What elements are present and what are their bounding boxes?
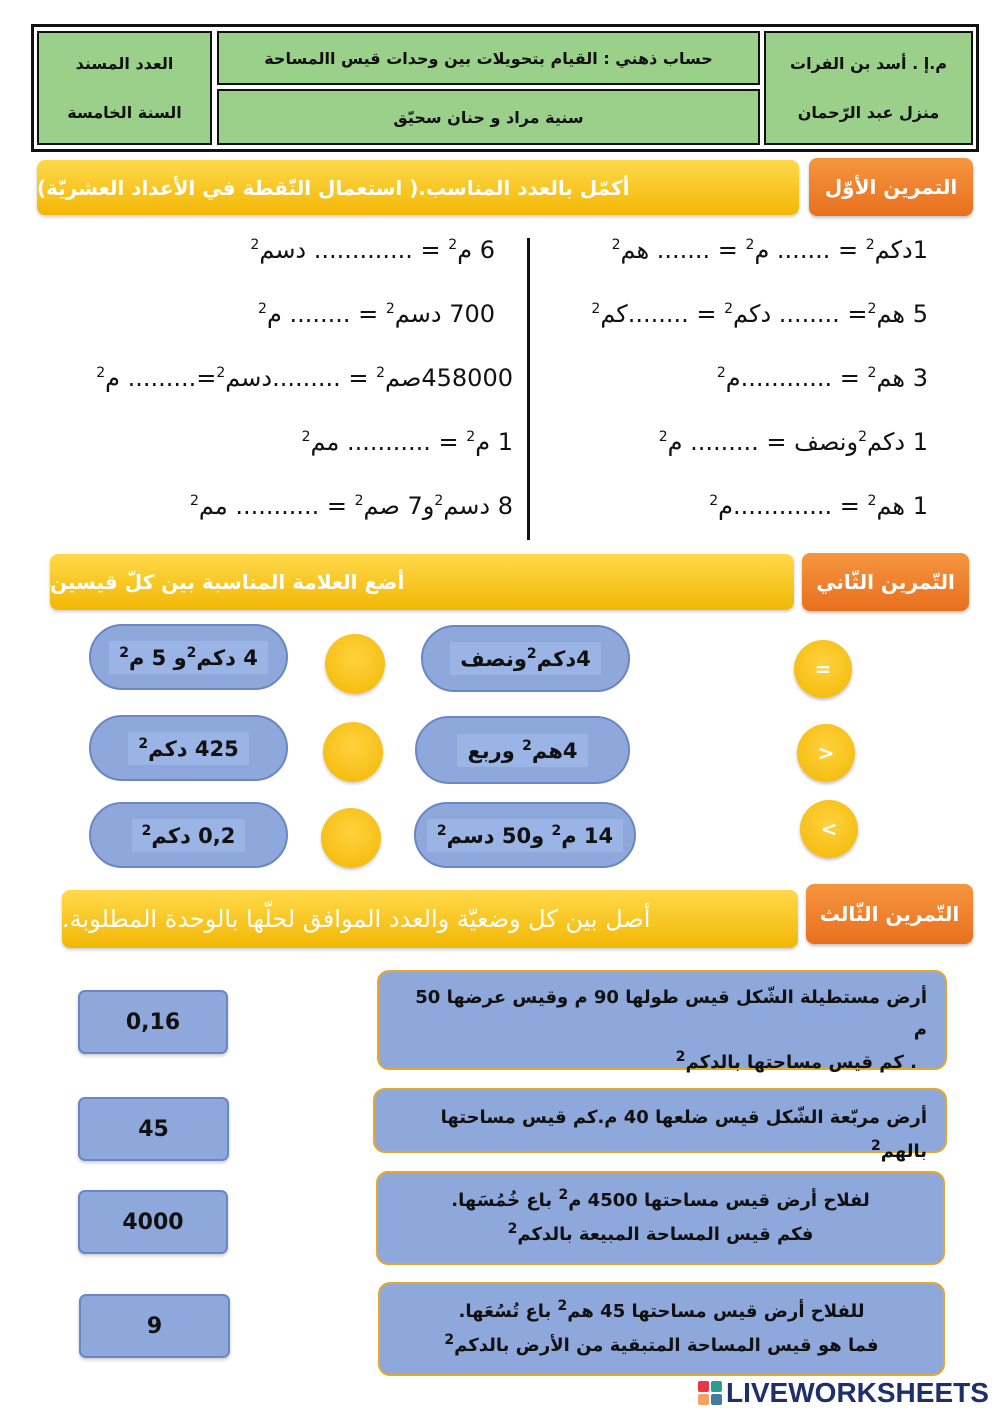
- ex2-row2-left-measure: 425 دكم$^2$: [89, 715, 288, 781]
- header-level-cell: [37, 31, 212, 145]
- ex1-right-row-2[interactable]: 5 هم$^2$= ........ دكم$^2$ = ........كم$^2$: [591, 300, 928, 328]
- ex2-tag: [802, 553, 969, 611]
- ex2-row3-drop-target[interactable]: [321, 808, 381, 868]
- sign-option-equal[interactable]: =: [794, 640, 852, 698]
- liveworksheets-logo: [698, 1377, 989, 1409]
- ex3-problem-3[interactable]: لفلاح أرض قيس مساحتها 4500 م$^2$ باع خُمُسَها. فكم قيس المساحة المبيعة بالدكم$^2$: [376, 1171, 945, 1265]
- ex1-title: التمرين الأوّل: [824, 175, 958, 199]
- sign-option-less[interactable]: <: [800, 800, 858, 858]
- logo-tile: [711, 1394, 722, 1405]
- ex1-right-row-3[interactable]: 3 هم$^2$ = ............م$^2$: [716, 364, 928, 392]
- ex1-left-row-1[interactable]: 6 م$^2$ = ............. دسم$^2$: [250, 236, 495, 264]
- sign-option-greater[interactable]: >: [797, 724, 855, 782]
- ex3-instruction: أصل بين كل وضعيّة والعدد الموافق لحلّها بالوحدة المطلوبة.: [62, 905, 651, 933]
- ex3-instruction-bar: [62, 890, 798, 948]
- header-school: م.إ . أسد بن الفرات: [789, 54, 948, 73]
- ex3-problem-4[interactable]: للفلاح أرض قيس مساحتها 45 هم$^2$ باع تُسُعَها. فما هو قيس المساحة المتبقية من الأرض بالدكم$^2$: [378, 1282, 945, 1376]
- ex3-answer-2[interactable]: 45: [78, 1097, 229, 1161]
- ex1-instruction-bar: [37, 160, 799, 215]
- ex2-row1-right-measure: 4دكم$^2$ونصف: [421, 625, 630, 692]
- header-subject: العدد المسند: [75, 54, 174, 73]
- ex1-right-row-5[interactable]: 1 هم$^2$ = .............م$^2$: [709, 492, 928, 520]
- logo-tile: [698, 1381, 709, 1392]
- ex2-row3-right-measure: 14 م$^2$ و50 دسم$^2$: [414, 802, 636, 868]
- ex2-row2-drop-target[interactable]: [323, 722, 383, 782]
- ex3-problem-2[interactable]: أرض مربّعة الشّكل قيس ضلعها 40 م.كم قيس مساحتها بالهم$^2$: [373, 1088, 947, 1153]
- ex3-answer-1[interactable]: 0,16: [78, 990, 228, 1054]
- ex1-left-row-2[interactable]: 700 دسم$^2$ = ........ م$^2$: [258, 300, 495, 328]
- ex1-right-row-4[interactable]: 1 دكم$^2$ونصف = ......... م$^2$: [658, 428, 928, 456]
- ex1-left-row-3[interactable]: 458000صم$^2$ = .........دسم$^2$=......... م$^2$: [96, 364, 513, 392]
- ex1-instruction: أكمّل بالعدد المناسب.( استعمال النّقطة في الأعداد العشريّة): [37, 175, 630, 200]
- ex2-instruction: أضع العلامة المناسبة بين كلّ قيسين: [50, 570, 405, 594]
- ex3-answer-3[interactable]: 4000: [78, 1190, 228, 1254]
- ex2-row2-right-measure: 4هم$^2$ وربع: [415, 716, 630, 784]
- ex1-left-row-4[interactable]: 1 م$^2$ = ........... مم$^2$: [301, 428, 513, 456]
- ex1-left-row-5[interactable]: 8 دسم$^2$و7 صم$^2$ = ........... مم$^2$: [189, 492, 513, 520]
- ex3-problem-1[interactable]: أرض مستطيلة الشّكل قيس طولها 90 م وقيس عرضها 50 م . كم قيس مساحتها بالدكم$^2$: [377, 970, 947, 1070]
- ex2-row1-left-measure: 4 دكم$^2$و 5 م$^2$: [89, 624, 288, 690]
- ex2-row3-left-measure: 0,2 دكم$^2$: [89, 802, 288, 868]
- ex2-title: التّمرين الثّاني: [816, 570, 955, 594]
- header-title: حساب ذهني : القيام بتحويلات بين وحدات قيس االمساحة: [264, 48, 713, 68]
- logo-text: LIVEWORKSHEETS: [726, 1377, 989, 1408]
- header-school-cell: [764, 31, 973, 145]
- header-authors-cell: [217, 89, 760, 145]
- header-title-cell: [217, 31, 760, 85]
- ex3-title: التّمرين الثّالث: [819, 902, 960, 926]
- header-authors: سنية مراد و حنان سحيّق: [393, 107, 584, 127]
- ex1-right-row-1[interactable]: 1دكم$^2$ = ....... م$^2$ = ....... هم$^2$: [611, 236, 928, 264]
- ex1-divider: [527, 238, 530, 540]
- ex2-instruction-bar: [50, 554, 794, 610]
- logo-tile: [711, 1381, 722, 1392]
- header-town: منزل عبد الرّحمان: [797, 103, 940, 122]
- header-grade: السنة الخامسة: [67, 103, 182, 122]
- ex3-answer-4[interactable]: 9: [79, 1294, 230, 1358]
- ex1-tag: [809, 158, 973, 216]
- ex3-tag: [806, 884, 973, 944]
- logo-tile: [698, 1394, 709, 1405]
- ex2-row1-drop-target[interactable]: [325, 634, 385, 694]
- logo-icon: [698, 1381, 722, 1405]
